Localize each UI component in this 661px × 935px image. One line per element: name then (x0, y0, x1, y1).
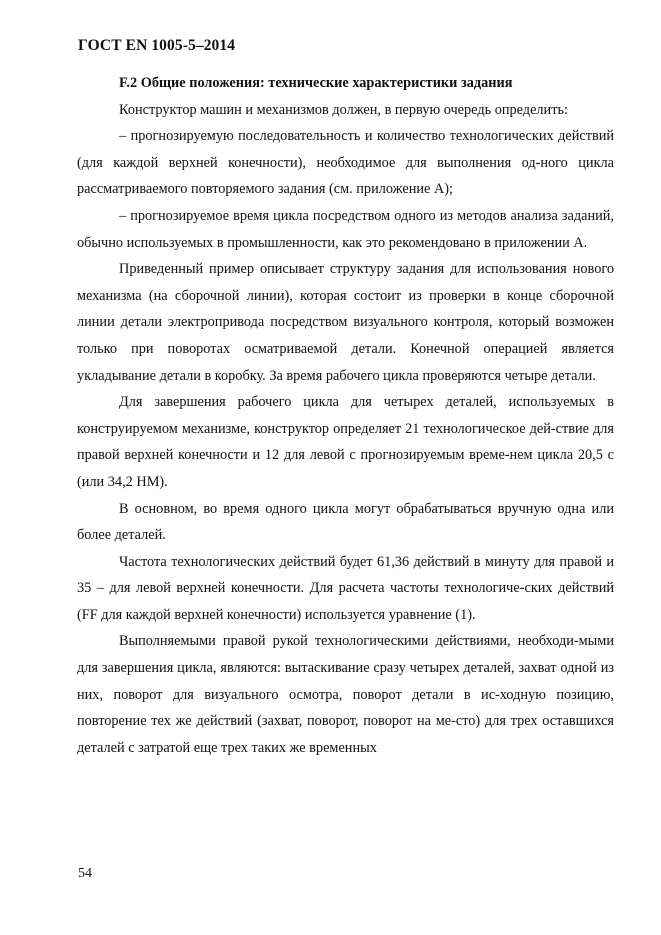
paragraph-list-item-1: – прогнозируемую последовательность и количество технологических действий (для каждой верхней конечности), необходимое для выполнения од-ного цикла рассматриваемого повторяемого задания (см. приложение А); (77, 128, 614, 198)
paragraph-frequency: Частота технологических действий будет 61,36 действий в минуту для правой и 35 – для левой верхней конечности. Для расчета частоты технологиче-ских действий (FF для каждой верхней конечности) используется уравнение (1). (77, 553, 614, 623)
paragraph-example: Приведенный пример описывает структуру задания для использования нового механизма (на сборочной линии), которая состоит из проверки в конце сборочной линии детали электропривода посредством визуального контроля, который возможен только при поворотах осматриваемой детали. Конечной операцией является укладывание детали в коробку. За время рабочего цикла проверяются четыре детали. (77, 261, 614, 384)
section-title: F.2 Общие положения: технические характеристики задания (119, 75, 513, 91)
paragraph-right-hand-actions: Выполняемыми правой рукой технологическими действиями, необходи-мыми для завершения цикла, являются: вытаскивание сразу четырех деталей, захват одной из них, поворот для визуального осмотра, поворот детали в ис-ходную позицию, повторение тех же действий (захват, поворот, поворот на ме-сто) для трех оставшихся деталей с затратой еще трех таких же временных (77, 633, 614, 756)
paragraph-actions-count: Для завершения рабочего цикла для четырех деталей, используемых в конструируемом механизме, конструктор определяет 21 технологическое дей-ствие для правой верхней конечности и 12 для левой с прогнозируемым време-нем цикла 20,5 с (или 34,2 НМ). (77, 394, 614, 490)
paragraph-intro: Конструктор машин и механизмов должен, в первую очередь определить: (119, 101, 568, 118)
paragraph-parts: В основном, во время одного цикла могут обрабатываться вручную одна или более деталей. (77, 500, 614, 544)
page-number: 54 (78, 866, 92, 881)
document-header: ГОСТ EN 1005-5–2014 (78, 37, 236, 54)
paragraph-list-item-2: – прогнозируемое время цикла посредством одного из методов анализа заданий, обычно используемых в промышленности, как это рекомендовано в приложении А. (77, 207, 614, 251)
document-body (77, 70, 614, 761)
